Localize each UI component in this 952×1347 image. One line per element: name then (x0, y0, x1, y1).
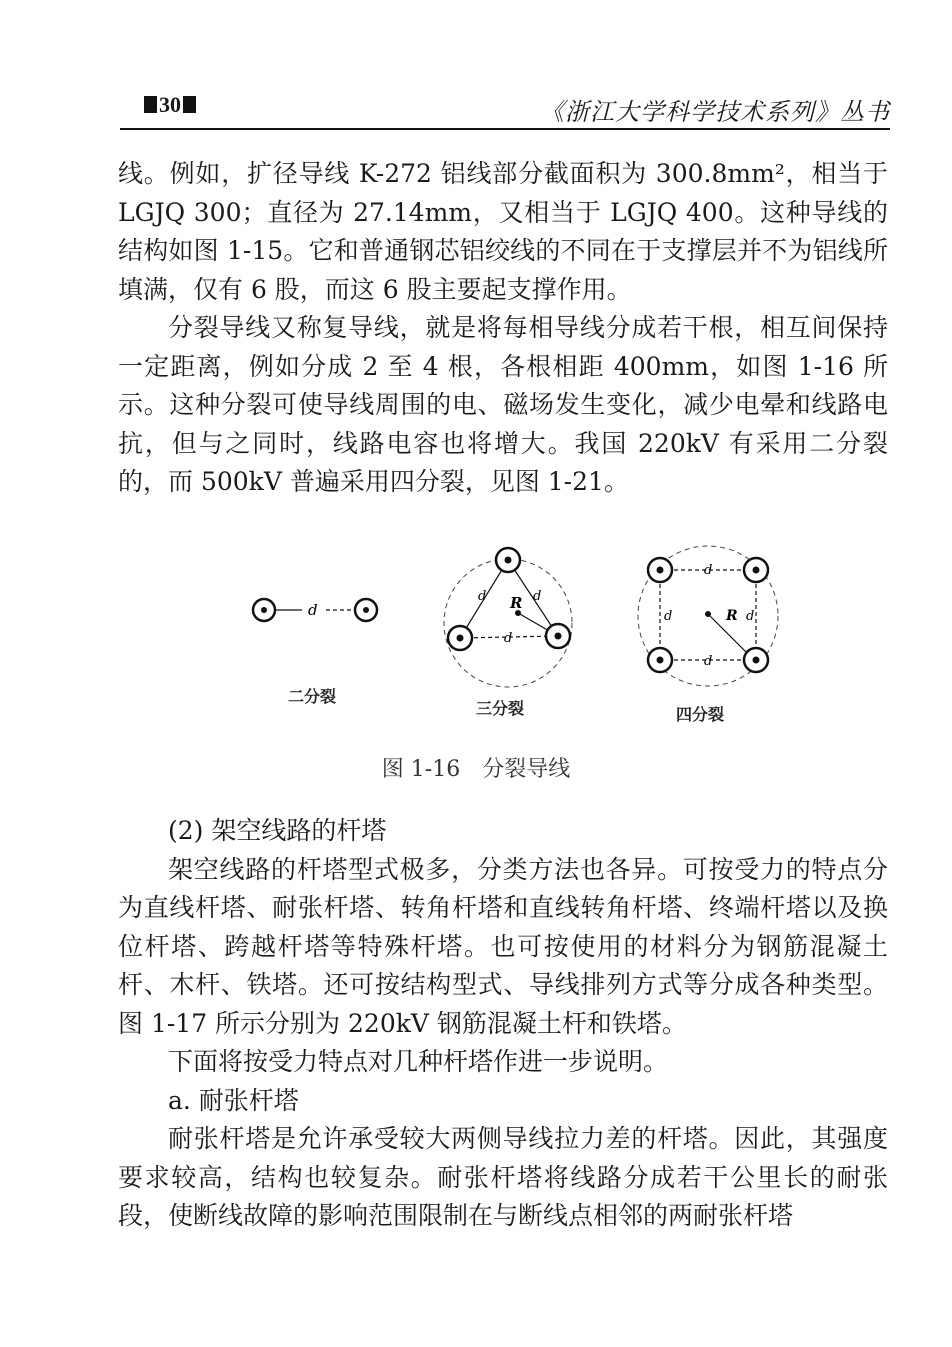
subsection-heading: a. 耐张杆塔 (168, 1085, 299, 1115)
symbol-d: d (308, 601, 318, 619)
symbol-R: R (510, 594, 523, 612)
label-four-bundle: 四分裂 (676, 705, 725, 724)
text-block-bottom (118, 812, 888, 1236)
section-heading: (2) 架空线路的杆塔 (168, 816, 387, 845)
figure-split-conductors (240, 538, 800, 728)
symbol-d: d (704, 563, 713, 578)
series-title: 《浙江大学科学技术系列》丛书 (540, 98, 890, 126)
label-two-bundle: 二分裂 (288, 687, 337, 706)
diagram-three-bundle (444, 548, 572, 718)
paragraph: 分裂导线又称复导线，就是将每相导线分成若干根，相互间保持一定距离，例如分成 2 至 4 根，各根相距 400mm，如图 1-16 所示。这种分裂可使导线周围的电、磁场发生变化，减少电晕和线路电抗，但与之同时，线路电容也将增大。我国 220kV 有采用二分裂的，而 500kV 普遍采用四分裂，见图 1-21。 (118, 313, 888, 496)
symbol-d: d (664, 609, 673, 624)
label-three-bundle: 三分裂 (476, 699, 525, 718)
figure-caption: 图 1-16 分裂导线 (381, 757, 571, 782)
symbol-d: d (746, 609, 755, 624)
paragraph: 耐张杆塔是允许承受较大两侧导线拉力差的杆塔。因此，其强度要求较高，结构也较复杂。耐张杆塔将线路分成若干公里长的耐张段，使断线故障的影响范围限制在与断线点相邻的两耐张杆塔 (118, 1124, 888, 1230)
paragraph: 线。例如，扩径导线 K-272 铝线部分截面积为 300.8mm²，相当于 LGJQ 300；直径为 27.14mm，又相当于 LGJQ 400。这种导线的结构如图 1-15。它和普通钢芯铝绞线的不同在于支撑层并不为铝线所填满，仅有 6 股，而这 6 股主要起支撑作用。 (118, 159, 888, 304)
running-header (120, 92, 890, 126)
symbol-d: d (478, 589, 487, 604)
diagram-two-bundle (253, 599, 377, 706)
symbol-d: d (533, 589, 542, 604)
symbol-d: d (704, 654, 713, 669)
symbol-R: R (726, 608, 738, 624)
diagram-four-bundle (638, 546, 778, 724)
text-block-top (118, 155, 888, 502)
paragraph: 下面将按受力特点对几种杆塔作进一步说明。 (168, 1047, 669, 1076)
paragraph: 架空线路的杆塔型式极多，分类方法也各异。可按受力的特点分为直线杆塔、耐张杆塔、转角杆塔和直线转角杆塔、终端杆塔以及换位杆塔、跨越杆塔等特殊杆塔。也可按使用的材料分为钢筋混凝土杆、木杆、铁塔。还可按结构型式、导线排列方式等分成各种类型。图 1-17 所示分别为 220kV 钢筋混凝土杆和铁塔。 (118, 854, 888, 1038)
symbol-d: d (504, 631, 513, 646)
header-rule (120, 128, 890, 130)
page-number: 30 (142, 92, 198, 118)
